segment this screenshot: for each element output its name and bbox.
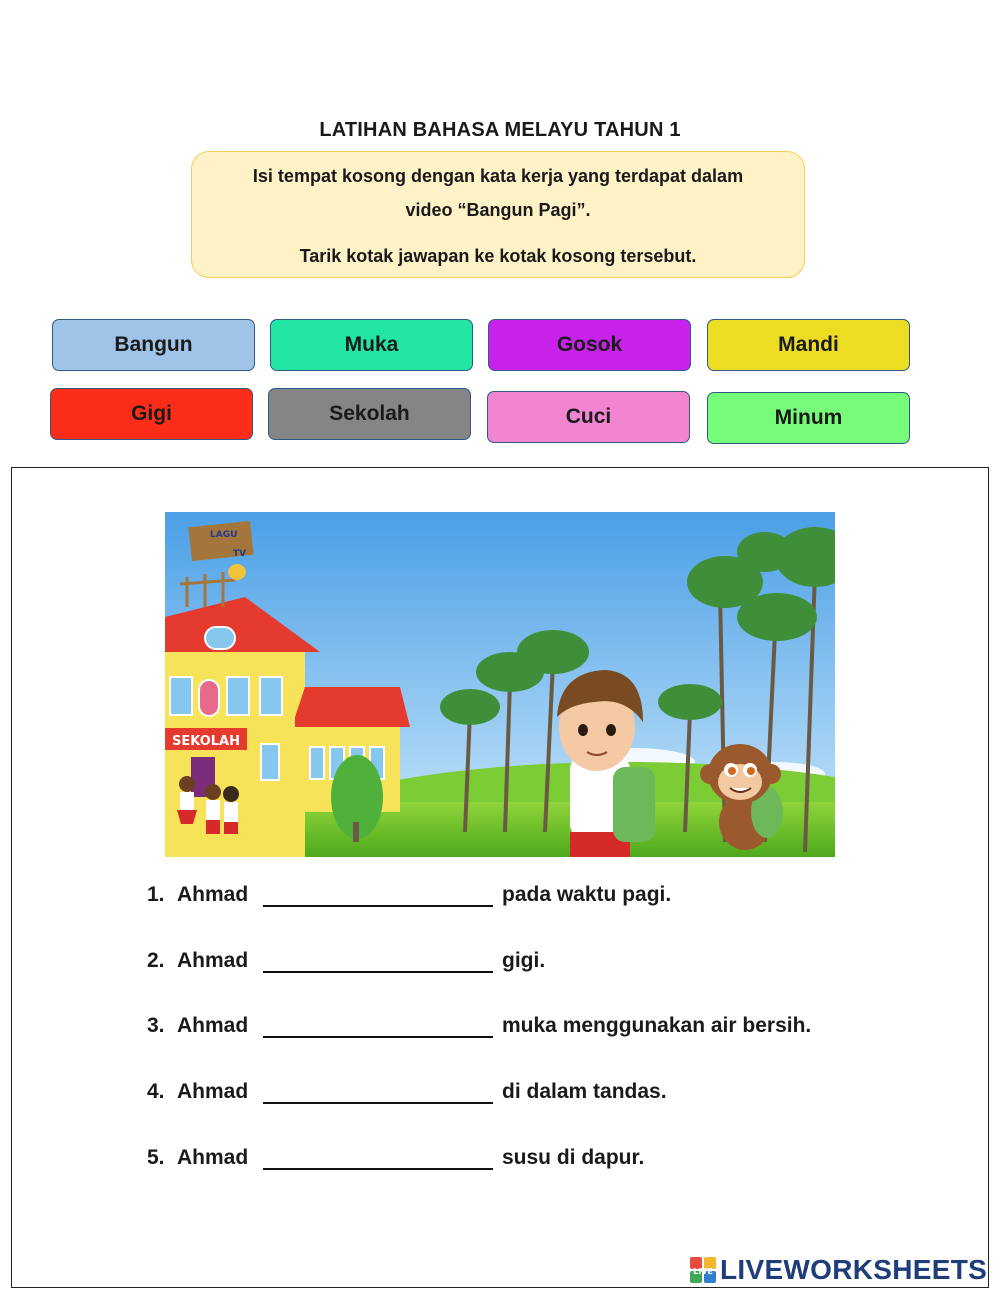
answer-tile-sekolah[interactable]: Sekolah (268, 388, 471, 440)
logo-icon-letters: LIVE (693, 1267, 713, 1276)
liveworksheets-logo[interactable] (690, 1255, 987, 1285)
instructions-box (191, 151, 805, 278)
question-subject: Ahmad (177, 949, 249, 972)
question-subject: Ahmad (177, 1014, 249, 1037)
instruction-line-2: video “Bangun Pagi”. (405, 200, 591, 220)
question-number: 3. (147, 1014, 165, 1037)
answer-tile-muka[interactable]: Muka (270, 319, 473, 371)
video-scene-illustration (165, 512, 835, 857)
question-number: 4. (147, 1080, 165, 1103)
logo-text: LIVEWORKSHEETS (720, 1254, 988, 1285)
school-sign-text: SEKOLAH (171, 734, 241, 749)
question-rest: muka menggunakan air bersih. (502, 1014, 812, 1037)
answer-tile-gosok[interactable]: Gosok (488, 319, 691, 371)
question-rest: susu di dapur. (502, 1146, 645, 1169)
question-subject: Ahmad (177, 1080, 249, 1103)
question-rest: pada waktu pagi. (502, 883, 672, 906)
question-number: 2. (147, 949, 165, 972)
question-number: 5. (147, 1146, 165, 1169)
answer-tile-bangun[interactable]: Bangun (52, 319, 255, 371)
answer-tile-minum[interactable]: Minum (707, 392, 910, 444)
question-subject: Ahmad (177, 883, 249, 906)
answer-tile-gigi[interactable]: Gigi (50, 388, 253, 440)
question-subject: Ahmad (177, 1146, 249, 1169)
question-rest: gigi. (502, 949, 546, 972)
liveworksheets-logo-icon (690, 1257, 716, 1283)
page-title: LATIHAN BAHASA MELAYU TAHUN 1 (319, 119, 681, 141)
sign-text-top: LAGU (210, 530, 238, 540)
question-rest: di dalam tandas. (502, 1080, 667, 1103)
sign-text-bottom: TV (233, 549, 247, 559)
answer-drop-slot-3[interactable] (263, 1036, 493, 1038)
answer-drop-slot-2[interactable] (263, 971, 493, 973)
answer-drop-slot-4[interactable] (263, 1102, 493, 1104)
answer-drop-slot-1[interactable] (263, 905, 493, 907)
instruction-line-3: Tarik kotak jawapan ke kotak kosong tersebut. (299, 246, 697, 266)
answer-tile-cuci[interactable]: Cuci (487, 391, 690, 443)
instruction-line-1: Isi tempat kosong dengan kata kerja yang terdapat dalam (252, 166, 744, 186)
answer-tile-mandi[interactable]: Mandi (707, 319, 910, 371)
question-number: 1. (147, 883, 165, 906)
answer-drop-slot-5[interactable] (263, 1168, 493, 1170)
